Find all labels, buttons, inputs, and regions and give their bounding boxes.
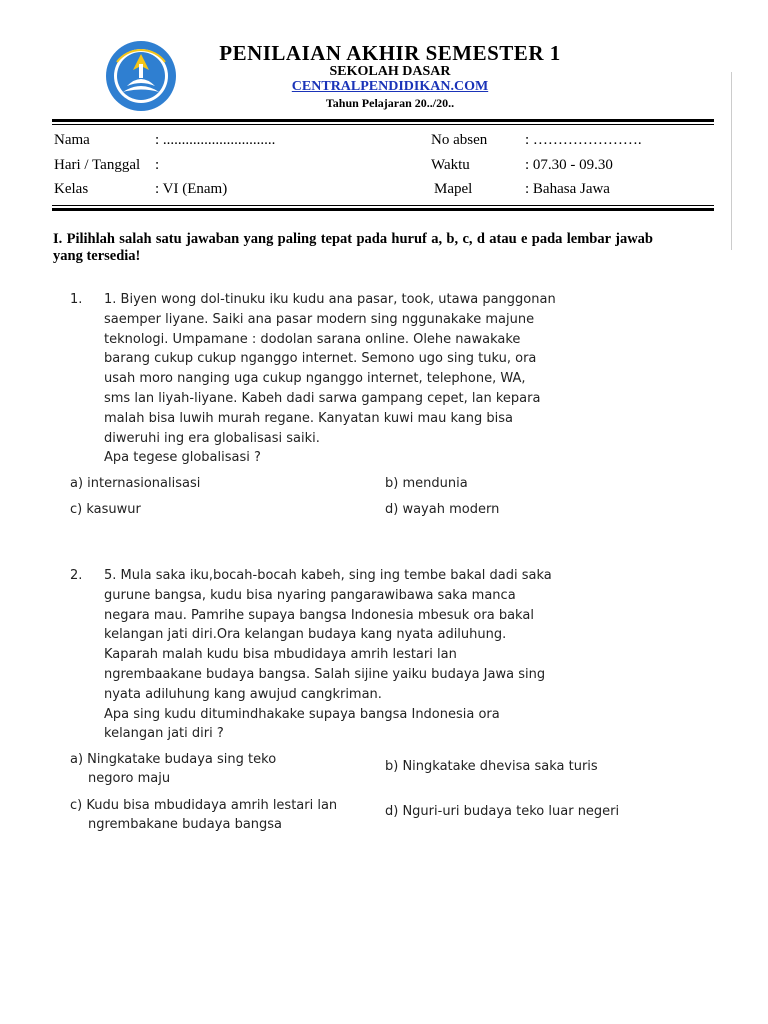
question-2-option-d[interactable]: d) Nguri-uri budaya teko luar negeri [385,804,620,819]
question-1-option-c[interactable]: c) kasuwur [70,502,141,517]
question-1-option-d[interactable]: d) wayah modern [385,502,500,517]
page-edge-line [731,72,732,250]
question-1-option-b[interactable]: b) mendunia [385,476,468,491]
tut-wuri-handayani-emblem-icon [103,40,179,112]
school-level: SEKOLAH DASAR [329,64,451,79]
mapel-value: : Bahasa Jawa [525,181,610,197]
divider-top-thick [52,119,714,122]
hari-label: Hari / Tanggal [54,157,141,173]
divider-bottom-thin [52,205,714,206]
question-2-option-a-line1: a) Ningkatake budaya sing teko [70,752,277,767]
nama-label: Nama [54,132,90,148]
question-2-text: 5. Mula saka iku,bocah-bocah kabeh, sing ing tembe bakal dadi saka gurune bangsa, kudu bisa nyaring pangarawibawa saka manca negara mau. Pamrihe supaya bangsa Indonesia mbesuk ora bakal kelangan jati diri.Ora kelangan budaya kang nyata adiluhung. Kaparah malah kudu bisa mbudidaya amrih lestari lan ngrembaakane budaya bangsa. Salah sijine yaiku budaya Jawa sing nyata adiluhung kang awujud cangkriman. Apa sing kudu ditumindhakake supaya bangsa Indonesia ora kelangan jati diri ? [104,568,552,742]
kelas-label: Kelas [54,181,89,197]
question-2-option-c[interactable] [70,796,337,834]
question-2-option-a-line2: negoro maju [88,771,171,786]
absen-field[interactable]: : …………………. [525,132,642,148]
question-2-option-c-line2: ngrembakane budaya bangsa [88,817,283,832]
question-1-option-a[interactable]: a) internasionalisasi [70,476,201,491]
instruction-text: I. Pilihlah salah satu jawaban yang paling tepat pada huruf a, b, c, d atau e pada lembar jawab yang tersedia! [53,231,653,264]
website-link[interactable]: CENTRALPENDIDIKAN.COM [291,79,489,94]
mapel-label: Mapel [434,181,473,197]
waktu-label: Waktu [431,157,470,173]
question-2-option-c-line1: c) Kudu bisa mbudidaya amrih lestari lan [70,798,338,813]
nama-field[interactable]: : .............................. [155,132,276,148]
question-1-number: 1. [70,292,83,307]
question-1-text: 1. Biyen wong dol-tinuku iku kudu ana pasar, took, utawa panggonan saemper liyane. Saiki ana pasar modern sing nggunakake majune teknologi. Umpamane : dodolan sarana online. Olehe nawakake barang cukup cukup nganggo internet. Semono ugo sing tuku, ora usah moro nanging uga cukup nganggo internet, telephone, WA, sms lan liyah-liyane. Kabeh dadi sarwa gampang cepet, lan kepara malah bisa luwih murah regane. Kanyatan kuwi mau kang bisa diweruhi ing era globalisasi saiki. Apa tegese globalisasi ? [104,292,556,466]
waktu-value: : 07.30 - 09.30 [525,157,613,173]
question-2-option-b[interactable]: b) Ningkatake dhevisa saka turis [385,759,598,774]
divider-bottom-thick [52,208,714,211]
question-2-option-a[interactable] [70,750,276,788]
absen-label: No absen [431,132,488,148]
divider-top-thin [52,124,714,125]
school-year: Tahun Pelajaran 20../20.. [325,96,455,110]
question-2-number: 2. [70,568,83,583]
hari-field[interactable]: : [155,157,160,173]
exam-title: PENILAIAN AKHIR SEMESTER 1 [219,41,561,65]
kelas-value: : VI (Enam) [155,181,228,197]
